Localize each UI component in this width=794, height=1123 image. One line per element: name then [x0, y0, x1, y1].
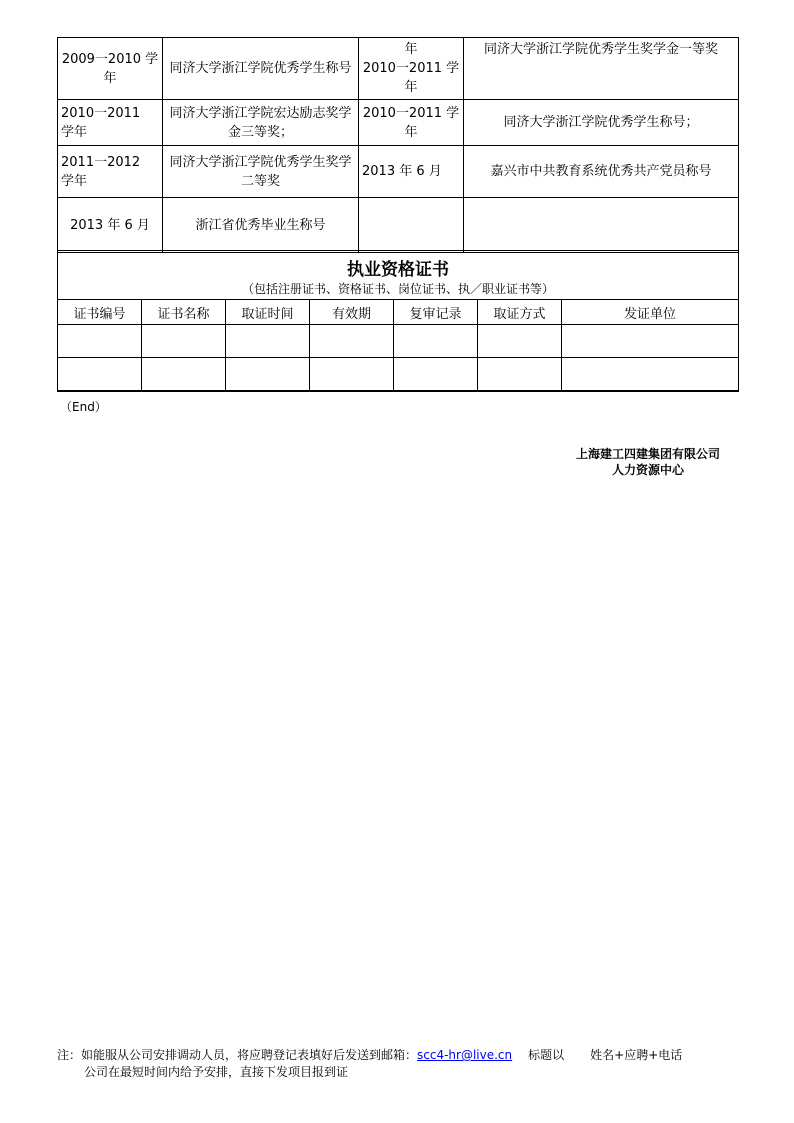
certificates-column-headers [58, 300, 739, 325]
company-name: 上海建工四建集团有限公司 [575, 447, 720, 461]
award-name: 嘉兴市中共教育系统优秀共产党员称号 [464, 146, 739, 198]
table-cell [142, 325, 226, 358]
column-header: 有效期 [310, 300, 394, 325]
awards-table [57, 37, 739, 253]
award-row [58, 146, 739, 198]
certificates-title: 执业资格证书 [347, 259, 450, 280]
note-line-2: 公司在最短时间内给予安排，直接下发项目报到证 [84, 1065, 349, 1079]
footer-note [57, 1047, 682, 1081]
award-name: 同济大学浙江学院优秀学生奖学金一等奖 [464, 38, 739, 100]
award-name: 浙江省优秀毕业生称号 [163, 198, 359, 253]
table-cell [226, 325, 310, 358]
column-header: 证书编号 [58, 300, 142, 325]
award-date: 2010一2011 学年 [359, 100, 464, 146]
table-cell [562, 358, 739, 392]
award-date: 2009一2010 学年 [58, 38, 163, 100]
certificate-row [58, 358, 739, 392]
email-link[interactable]: scc4-hr@live.cn [417, 1048, 513, 1062]
subject-label: 标题以 [528, 1048, 565, 1062]
award-date: 2010一2011 学年 [58, 100, 163, 146]
table-cell [310, 325, 394, 358]
table-cell [478, 325, 562, 358]
certificates-subtitle: （包括注册证书、资格证书、岗位证书、执／职业证书等） [242, 281, 555, 296]
table-cell [394, 325, 478, 358]
certificates-table [57, 250, 739, 392]
award-name: 同济大学浙江学院优秀学生称号； [464, 100, 739, 146]
certificates-header [58, 251, 739, 300]
note-line-1 [57, 1047, 682, 1064]
certificate-row [58, 325, 739, 358]
award-name: 同济大学浙江学院宏达励志奖学金三等奖； [163, 100, 359, 146]
table-cell [562, 325, 739, 358]
table-cell [394, 358, 478, 392]
column-header: 取证时间 [226, 300, 310, 325]
award-date: 2011一2012 学年 [58, 146, 163, 198]
award-row [58, 198, 739, 253]
award-date: 2013 年 6 月 [58, 198, 163, 253]
column-header: 发证单位 [562, 300, 739, 325]
table-cell [478, 358, 562, 392]
table-cell [58, 358, 142, 392]
column-header: 取证方式 [478, 300, 562, 325]
table-cell [226, 358, 310, 392]
award-name: 同济大学浙江学院优秀学生奖学二等奖 [163, 146, 359, 198]
column-header: 证书名称 [142, 300, 226, 325]
department-name: 人力资源中心 [611, 463, 684, 477]
award-date: 2013 年 6 月 [359, 146, 464, 198]
award-date: 年 2010一2011 学年 [359, 38, 464, 100]
award-name [464, 198, 739, 253]
award-name: 同济大学浙江学院优秀学生称号 [163, 38, 359, 100]
table-cell [310, 358, 394, 392]
end-mark: （End） [60, 400, 107, 414]
award-row [58, 100, 739, 146]
column-header: 复审记录 [394, 300, 478, 325]
note-prefix: 注：如能服从公司安排调动人员，将应聘登记表填好后发送到邮箱： [57, 1048, 418, 1062]
subject-format: 姓名+应聘+电话 [590, 1048, 683, 1062]
table-cell [58, 325, 142, 358]
table-cell [142, 358, 226, 392]
organization-signature [560, 446, 736, 478]
award-date [359, 198, 464, 253]
award-row [58, 38, 739, 100]
